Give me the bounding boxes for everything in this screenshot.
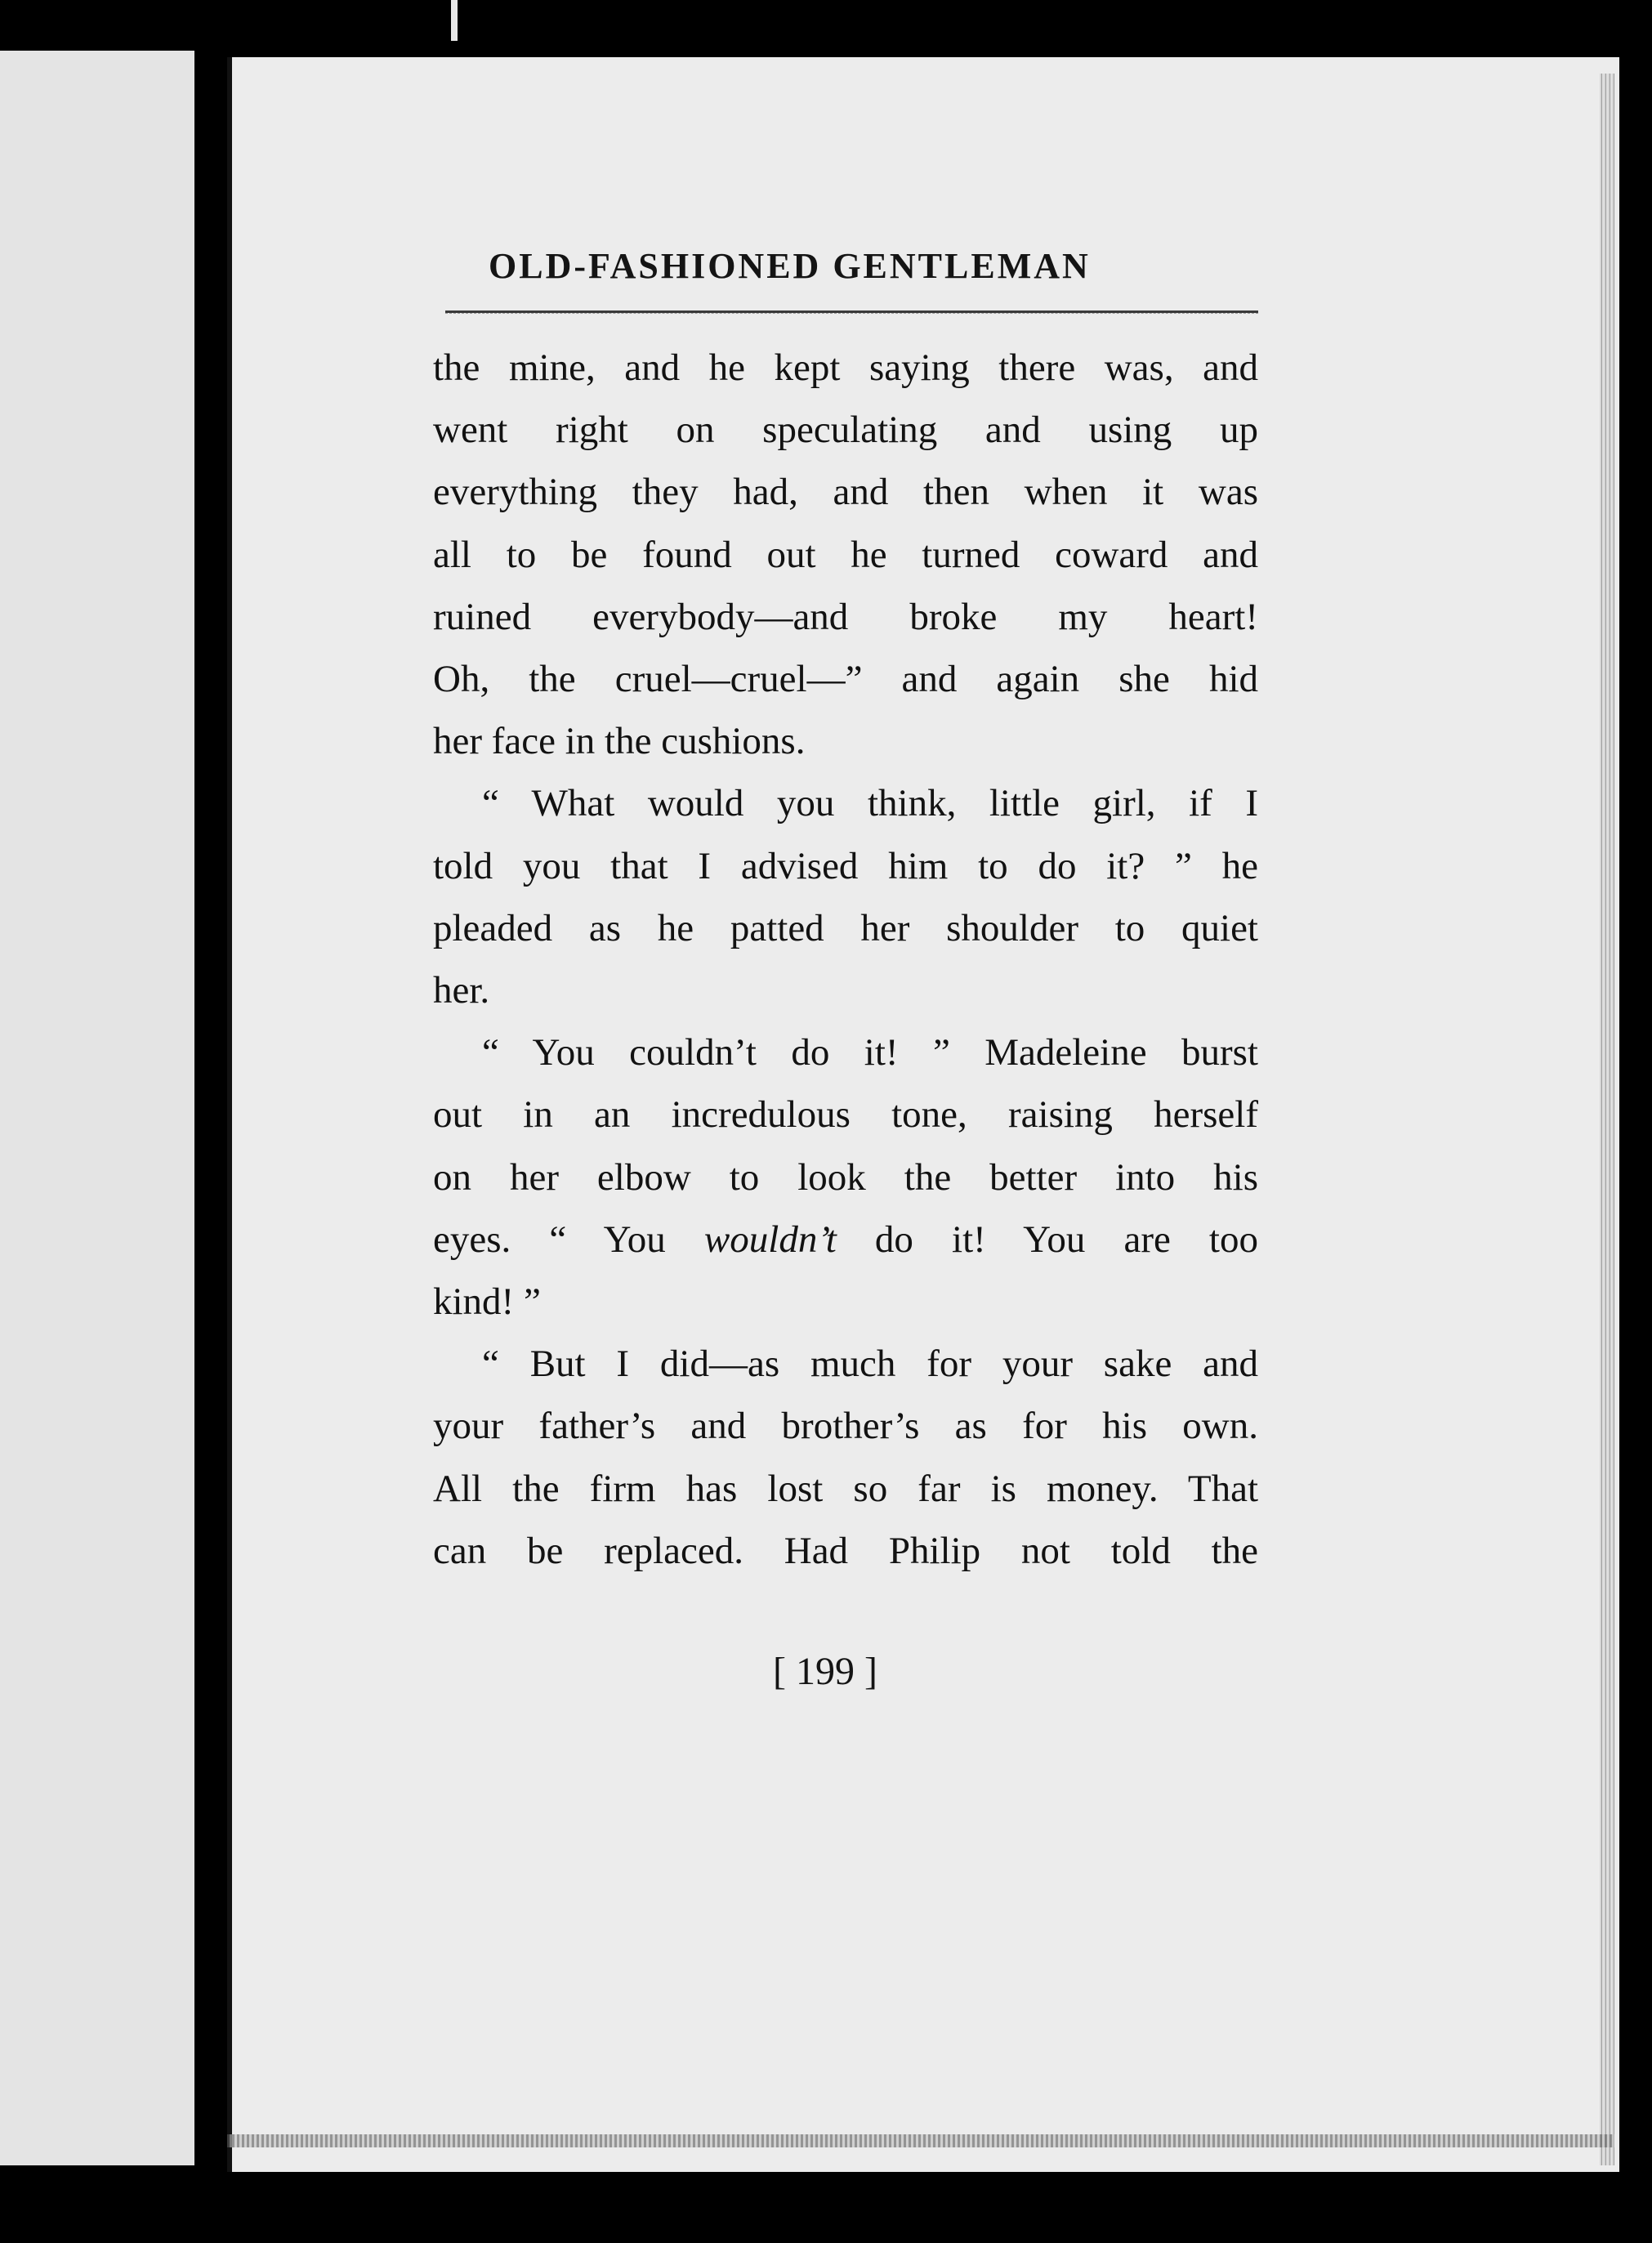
text-line: your father’s and brother’s as for his own. [433, 1405, 1258, 1448]
text-line [433, 1209, 1258, 1271]
text-line: Oh, the cruel—cruel—” and again she hid [433, 658, 1258, 701]
paragraph [433, 399, 1258, 461]
scan-artifact [451, 0, 458, 41]
paragraph [433, 524, 1258, 586]
paragraph [433, 1209, 1258, 1271]
text-line: everything they had, and then when it was [433, 471, 1258, 514]
text-line: on her elbow to look the better into his [433, 1155, 1258, 1199]
text-line: can be replaced. Had Philip not told the [433, 1529, 1258, 1572]
text-fragment: eyes. “ You [433, 1218, 704, 1261]
paragraph [433, 648, 1258, 710]
facing-page-edge [0, 51, 194, 2165]
running-head: OLD-FASHIONED GENTLEMAN [489, 246, 1091, 286]
paragraph [433, 835, 1258, 897]
text-line: out in an incredulous tone, raising herself [433, 1093, 1258, 1137]
paragraph [433, 1458, 1258, 1520]
paragraph [433, 772, 1258, 834]
paragraph [433, 1146, 1258, 1209]
paragraph [433, 1271, 1258, 1333]
paragraph [433, 461, 1258, 523]
text-line: ruined everybody—and broke my heart! [433, 595, 1258, 638]
page-fore-edge [1600, 74, 1614, 2165]
text-line: “ What would you think, little girl, if I [482, 782, 1258, 825]
text-fragment: do it! You are too [836, 1218, 1258, 1261]
text-line: “ You couldn’t do it! ” Madeleine burst [482, 1031, 1258, 1075]
page-number: [ 199 ] [773, 1650, 877, 1693]
text-line: her face in the cushions. [433, 720, 806, 763]
page-bottom-edge [227, 2134, 1614, 2147]
italic-word: wouldn’t [703, 1218, 837, 1261]
text-line: pleaded as he patted her shoulder to quiet [433, 906, 1258, 949]
paragraph [433, 1395, 1258, 1457]
paragraph [433, 897, 1258, 959]
paragraph [433, 1021, 1258, 1084]
paragraph [433, 1333, 1258, 1395]
text-line: the mine, and he kept saying there was, and [433, 346, 1258, 389]
body-text [433, 337, 1258, 1582]
paragraph [433, 1084, 1258, 1146]
paragraph [433, 959, 1258, 1021]
paragraph [433, 710, 1258, 772]
text-line: all to be found out he turned coward and [433, 533, 1258, 576]
text-line: kind! ” [433, 1280, 541, 1324]
text-line: “ But I did—as much for your sake and [482, 1343, 1258, 1386]
text-line: her. [433, 969, 490, 1012]
paragraph [433, 1520, 1258, 1582]
paragraph [433, 586, 1258, 648]
head-rule [445, 311, 1258, 314]
text-line: told you that I advised him to do it? ” he [433, 844, 1258, 887]
text-line: All the firm has lost so far is money. That [433, 1467, 1258, 1510]
text-line: went right on speculating and using up [433, 409, 1258, 452]
paragraph [433, 337, 1258, 399]
